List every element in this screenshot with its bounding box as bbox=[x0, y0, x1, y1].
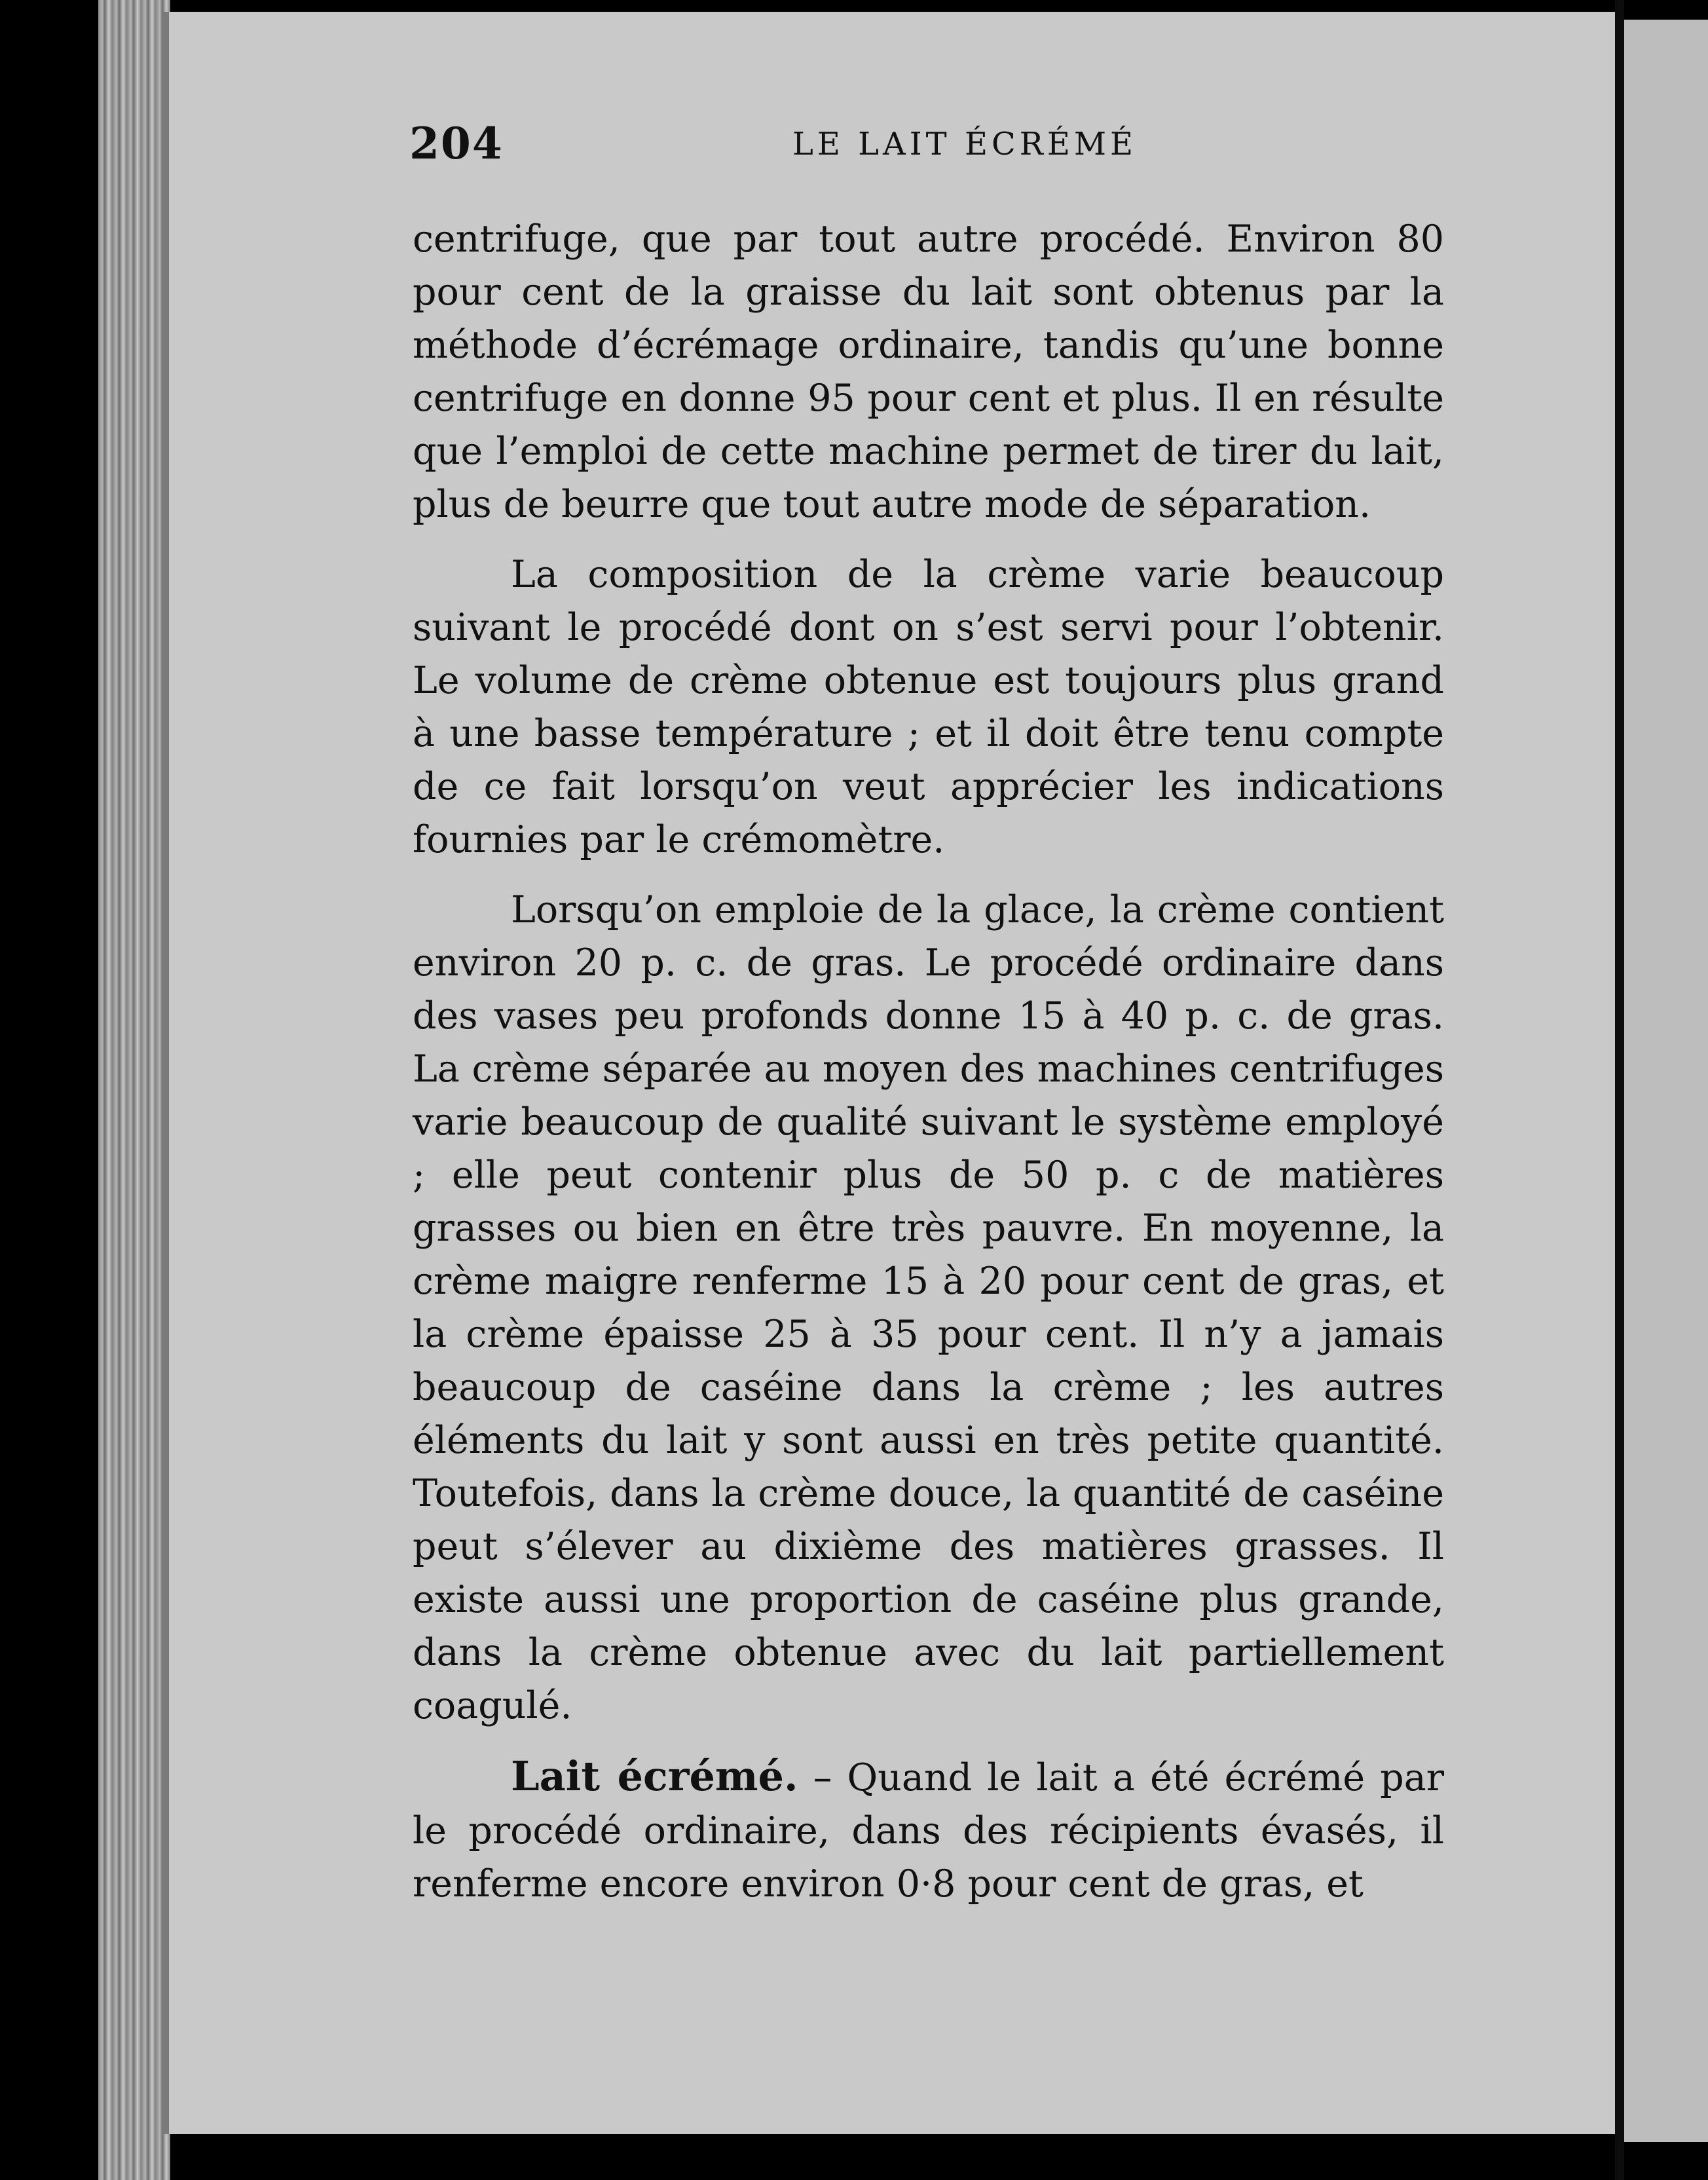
paragraph-composition: La composition de la crème varie beaucoup suivant le procédé dont on s’est servi pour l’obtenir. Le volume de crème obtenue est toujours plus grand à une basse température ; et il doit être tenu compte de ce fait lorsqu’on veut apprécier les indications fournies par le crémomètre. bbox=[413, 553, 1444, 861]
page-header bbox=[409, 118, 1444, 169]
term-dash: – bbox=[798, 1756, 847, 1799]
facing-page-edge bbox=[1624, 20, 1708, 2142]
paragraph-glace: Lorsqu’on emploie de la glace, la crème contient environ 20 p. c. de gras. Le procédé ordinaire dans des vases peu profonds donne 15 à 40 p. c. de gras. La crème séparée au moyen des machines centrifuges varie beaucoup de qualité suivant le système employé ; elle peut contenir plus de 50 p. c de matières grasses ou bien en être très pauvre. En moyenne, la crème maigre renferme 15 à 20 pour cent de gras, et la crème épaisse 25 à 35 pour cent. Il n’y a jamais beaucoup de caséine dans la crème ; les autres éléments du lait y sont aussi en très petite quantité. Toutefois, dans la crème douce, la quantité de caséine peut s’élever au dixième des matières grasses. Il existe aussi une proportion de caséine plus grande, dans la crème obtenue avec du lait partiellement coagulé. bbox=[413, 888, 1444, 1727]
page-edges bbox=[98, 0, 170, 2180]
body-text bbox=[413, 213, 1444, 1928]
section-text: Quand le lait a été écrémé par le procédé ordinaire, dans des récipients évasés, il renferme encore environ 0·8 pour cent de gras, et bbox=[413, 1756, 1444, 1906]
paragraph-lait-ecreme bbox=[413, 1750, 1444, 1911]
page-number: 204 bbox=[409, 118, 504, 169]
section-term: Lait écrémé. bbox=[511, 1752, 798, 1800]
running-title: LE LAIT ÉCRÉMÉ bbox=[792, 126, 1138, 162]
paragraph-continuation: centrifuge, que par tout autre procédé. Environ 80 pour cent de la graisse du lait sont obtenus par la méthode d’écrémage ordinaire, tandis qu’une bonne centrifuge en donne 95 pour cent et plus. Il en résulte que l’emploi de cette machine permet de tirer du lait, plus de beurre que tout autre mode de séparation. bbox=[413, 217, 1444, 526]
gutter-shadow bbox=[1615, 0, 1624, 2180]
